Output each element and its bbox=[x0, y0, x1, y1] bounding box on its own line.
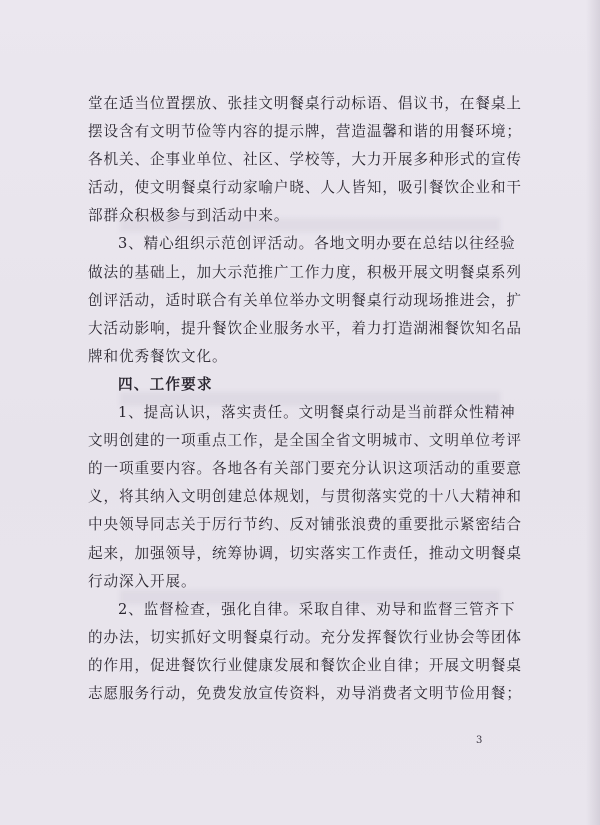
text-line: 大活动影响，提升餐饮企业服务水平，着力打造湖湘餐饮知名品 bbox=[88, 319, 522, 337]
text-line: 2、监督检查，强化自律。采取自律、劝导和监督三管齐下 bbox=[118, 600, 516, 618]
text-line: 志愿服务行动，免费发放宣传资料，劝导消费者文明节俭用餐； bbox=[88, 684, 522, 702]
text-line: 的作用，促进餐饮行业健康发展和餐饮企业自律；开展文明餐桌 bbox=[88, 656, 522, 674]
page-number: 3 bbox=[476, 735, 483, 746]
text-line: 部群众积极参与到活动中来。 bbox=[88, 207, 290, 225]
text-line: 做法的基础上，加大示范推广工作力度，积极开展文明餐桌系列 bbox=[88, 263, 522, 281]
text-line: 文明创建的一项重点工作，是全国全省文明城市、文明单位考评 bbox=[88, 432, 522, 450]
text-line: 1、提高认识，落实责任。文明餐桌行动是当前群众性精神 bbox=[118, 404, 516, 422]
section-heading: 四、工作要求 bbox=[118, 375, 213, 393]
page-edge-shadow bbox=[586, 0, 600, 825]
text-line: 的一项重要内容。各地各有关部门要充分认识这项活动的重要意 bbox=[88, 460, 522, 478]
text-line: 活动，使文明餐桌行动家喻户晓、人人皆知，吸引餐饮企业和干 bbox=[88, 179, 522, 197]
text-line: 创评活动，适时联合有关单位举办文明餐桌行动现场推进会，扩 bbox=[88, 291, 522, 309]
body-text bbox=[88, 90, 522, 708]
text-line: 各机关、企事业单位、社区、学校等，大力开展多种形式的宣传 bbox=[88, 151, 522, 169]
text-line: 牌和优秀餐饮文化。 bbox=[88, 347, 228, 365]
text-line: 行动深入开展。 bbox=[88, 572, 197, 590]
text-line: 的办法，切实抓好文明餐桌行动。充分发挥餐饮行业协会等团体 bbox=[88, 628, 522, 646]
text-line: 中央领导同志关于厉行节约、反对铺张浪费的重要批示紧密结合 bbox=[88, 516, 522, 534]
text-line: 堂在适当位置摆放、张挂文明餐桌行动标语、倡议书，在餐桌上 bbox=[88, 95, 522, 112]
text-line: 摆设含有文明节俭等内容的提示牌，营造温馨和谐的用餐环境； bbox=[88, 123, 522, 141]
text-line: 起来，加强领导，统筹协调，切实落实工作责任，推动文明餐桌 bbox=[88, 544, 522, 562]
text-line: 义，将其纳入文明创建总体规划，与贯彻落实党的十八大精神和 bbox=[88, 488, 522, 506]
text-line: 3、精心组织示范创评活动。各地文明办要在总结以往经验 bbox=[118, 235, 516, 253]
